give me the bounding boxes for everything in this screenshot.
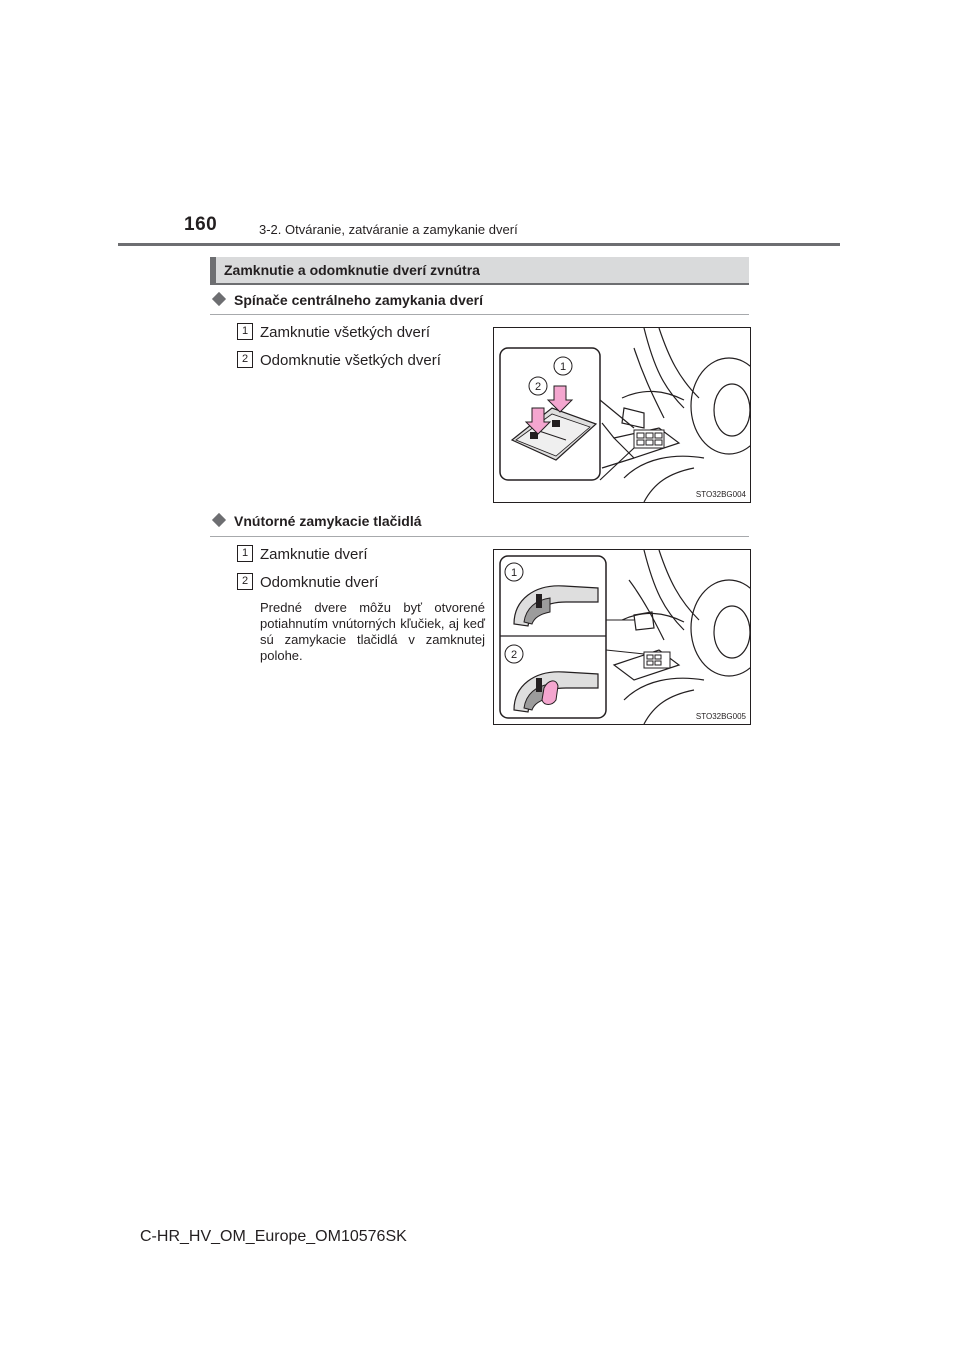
note-text: Predné dvere môžu byť otvorené potiahnutím vnútorných kľučiek, aj keď sú zamykacie tlačidlá v zamknutej polohe.: [260, 600, 485, 663]
item-text: Odomknutie všetkých dverí: [260, 352, 441, 369]
figure-callout-1: 1: [559, 361, 567, 373]
subheading-rule: [210, 314, 749, 315]
item-text: Odomknutie dverí: [260, 574, 379, 591]
figure-callout-1: 1: [510, 567, 518, 579]
subheading-switches-text: Spínače centrálneho zamykania dverí: [234, 292, 483, 308]
figure-code: STO32BG004: [695, 490, 746, 499]
section-header-bar: [210, 257, 749, 285]
figure-code: STO32BG005: [695, 712, 746, 721]
figure-lock-switches: [493, 327, 751, 503]
figure-callout-2: 2: [534, 381, 542, 393]
list-item: [237, 573, 253, 591]
item-text: Zamknutie všetkých dverí: [260, 324, 431, 341]
section-accent: [210, 257, 216, 283]
lock-switch-illustration: [494, 328, 750, 502]
list-item: [237, 351, 253, 369]
page-number: 160: [184, 214, 218, 235]
diamond-bullet-icon: [212, 513, 226, 527]
section-title: Zamknutie a odomknutie dverí zvnútra: [224, 262, 480, 278]
list-item: [237, 545, 253, 563]
subheading-buttons-text: Vnútorné zamykacie tlačidlá: [234, 513, 422, 529]
diamond-bullet-icon: [212, 292, 226, 306]
list-item: [237, 323, 253, 341]
item-number-badge: 2: [237, 573, 253, 590]
figure-callout-2: 2: [510, 649, 518, 661]
subheading-rule: [210, 536, 749, 537]
header-rule: [118, 243, 840, 246]
subheading-buttons: [210, 513, 422, 529]
footer-doc-id: C-HR_HV_OM_Europe_OM10576SK: [140, 1228, 407, 1245]
item-number-badge: 1: [237, 545, 253, 562]
item-number-badge: 2: [237, 351, 253, 368]
chapter-title: 3-2. Otváranie, zatváranie a zamykanie dverí: [259, 222, 518, 237]
subheading-switches: [210, 292, 483, 308]
item-text: Zamknutie dverí: [260, 546, 368, 563]
lock-button-illustration: [494, 550, 750, 724]
item-number-badge: 1: [237, 323, 253, 340]
figure-lock-buttons: [493, 549, 751, 725]
